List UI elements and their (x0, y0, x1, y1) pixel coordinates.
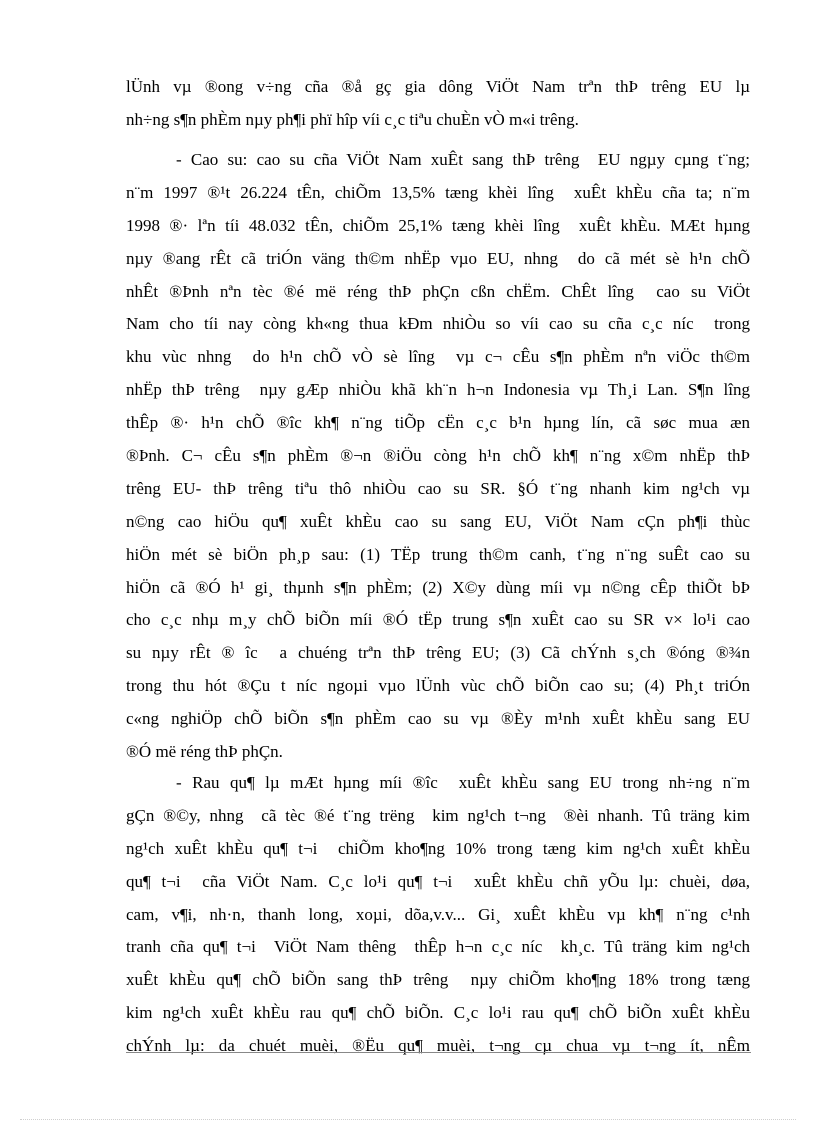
text-line: kim ng¹ch xuÊt khÈu rau qu¶ chÕ biÕn. C¸c lo¹i rau qu¶ chÕ biÕn xuÊt khÈu (126, 1003, 750, 1023)
text-line: - Rau qu¶ lµ mÆt hµng míi ®îc xuÊt khÈu sang EU trong nh÷ng n¨m (176, 773, 750, 792)
text-line: ®Þnh. C¬ cÊu s¶n phÈm ®¬n ®iÖu còng h¹n chÕ kh¶ n¨ng x©m nhËp thÞ (126, 446, 750, 466)
text-line: tranh cña qu¶ t¬i ViÖt Nam thêng thÊp h¬n c¸c níc kh¸c. Tû träng kim ng¹ch (126, 937, 750, 957)
text-line: cam, v¶i, nh·n, thanh long, xoµi, dõa,v.v... Gi¸ xuÊt khÈu vµ kh¶ n¨ng c¹nh (126, 904, 750, 924)
text-line: su nµy rÊt ® îc a chuéng trªn thÞ trêng EU; (3) Cã chÝnh s¸ch ®óng ®¾n (126, 643, 750, 663)
text-line: n©ng cao hiÖu qu¶ xuÊt khÈu cao su sang EU, ViÖt Nam cÇn ph¶i thùc (126, 511, 750, 531)
text-line: thÊp ®· h¹n chÕ ®îc kh¶ n¨ng tiÕp cËn c¸c b¹n hµng lín, cã søc mua æn (126, 413, 750, 433)
text-line: - Cao su: cao su cña ViÖt Nam xuÊt sang thÞ trêng EU ngµy cµng t¨ng; (176, 150, 750, 169)
text-line: trêng EU- thÞ trêng tiªu thô nhiÒu cao su SR. §Ó t¨ng nhanh kim ng¹ch vµ (126, 478, 750, 498)
footer-divider (126, 1052, 751, 1053)
text-line: hiÖn mét sè biÖn ph¸p sau: (1) TËp trung th©m canh, t¨ng n¨ng suÊt cao su (126, 544, 750, 564)
text-line: nµy ®ang rÊt cã triÓn väng th©m nhËp vµo EU, nhng do cã mét sè h¹n chÕ (126, 248, 750, 268)
text-line: cho c¸c nhµ m¸y chÕ biÕn míi ®Ó tËp trung s¶n xuÊt cao su SR v× lo¹i cao (126, 610, 750, 630)
text-line: gÇn ®©y, nhng cã tèc ®é t¨ng trëng kim ng¹ch t¬ng ®èi nhanh. Tû träng kim (126, 805, 750, 825)
text-line: c«ng nghiÖp chÕ biÕn s¶n phÈm cao su vµ ®Èy m¹nh xuÊt khÈu sang EU (126, 709, 750, 729)
paragraph-rubber (126, 144, 750, 769)
text-line: lÜnh vµ ®ong v÷ng cña ®å gç gia dông ViÖt Nam trªn thÞ trêng EU lµ (126, 77, 750, 96)
text-line: khu vùc nhng do h¹n chÕ vÒ sè lîng vµ c¬ cÊu s¶n phÈm nªn viÖc th©m (126, 347, 750, 367)
text-line: n¨m 1997 ®¹t 26.224 tÊn, chiÕm 13,5% tæng khèi lîng xuÊt khÈu cña ta; n¨m (126, 182, 750, 202)
text-line: xuÊt khÈu qu¶ chÕ biÕn sang thÞ trêng nµy chiÕm kho¶ng 18% trong tæng (126, 970, 750, 990)
paragraph-fruit-vegetables (126, 767, 750, 1063)
text-line: 1998 ®· lªn tíi 48.032 tÊn, chiÕm 25,1% tæng khèi lîng xuÊt khÈu. MÆt hµng (126, 215, 750, 235)
text-line: trong thu hót ®Çu t níc ngoµi vµo lÜnh vùc chÕ biÕn cao su; (4) Ph¸t triÓn (126, 676, 750, 696)
text-line: nh÷ng s¶n phÈm nµy ph¶i phï hîp víi c¸c tiªu chuÈn vÒ m«i trêng. (126, 109, 579, 129)
text-line: ®Ó më réng thÞ phÇn. (126, 742, 283, 762)
text-line: hiÖn cã ®Ó h¹ gi¸ thµnh s¶n phÈm; (2) X©y dùng míi vµ n©ng cÊp thiÕt bÞ (126, 577, 750, 597)
text-line: Nam cho tíi nay còng kh«ng thua kÐm nhiÒu so víi cao su cña c¸c níc trong (126, 314, 750, 334)
text-line: nhÊt ®Þnh nªn tèc ®é më réng thÞ phÇn cßn chËm. ChÊt lîng cao su ViÖt (126, 281, 750, 301)
paragraph-intro (126, 71, 750, 137)
text-line: ng¹ch xuÊt khÈu qu¶ t¬i chiÕm kho¶ng 10% trong tæng kim ng¹ch xuÊt khÈu (126, 838, 750, 858)
text-line: chÝnh lµ: da chuét muèi, ®Ëu qu¶ muèi, t¬ng cµ chua vµ t¬ng ít, nÊm (126, 1036, 750, 1056)
text-line: nhËp thÞ trêng nµy gÆp nhiÒu khã kh¨n h¬n Indonesia vµ Th¸i Lan. S¶n lîng (126, 380, 750, 400)
page-bottom-edge (20, 1119, 796, 1120)
text-line: qu¶ t¬i cña ViÖt Nam. C¸c lo¹i qu¶ t¬i xuÊt khÈu chñ yÕu lµ: chuèi, døa, (126, 871, 750, 891)
